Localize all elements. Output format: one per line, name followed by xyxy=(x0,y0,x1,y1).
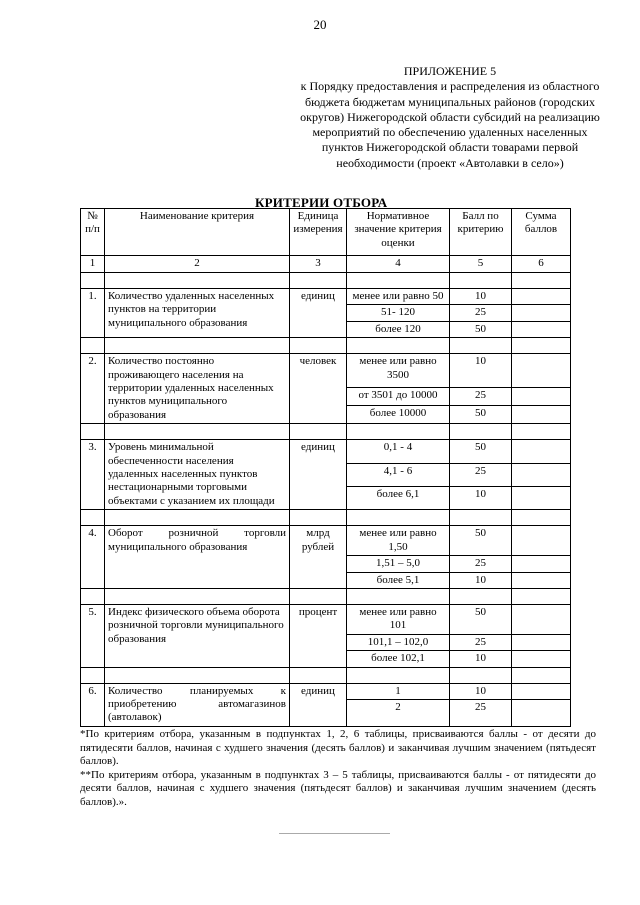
column-number: 4 xyxy=(347,256,450,273)
table-row xyxy=(81,440,571,463)
row-name: Уровень минимальной обеспеченности населения удаленных населенных пунктов нестационарными торговыми объектами с указанием их площади xyxy=(105,440,290,510)
score-value: 25 xyxy=(450,634,512,650)
score-value: 25 xyxy=(450,556,512,572)
spacer-row xyxy=(81,510,571,526)
sum-cell xyxy=(512,683,571,699)
score-value: 50 xyxy=(450,604,512,634)
norm-value: более 5,1 xyxy=(347,572,450,588)
norm-value: 1 xyxy=(347,683,450,699)
column-number: 5 xyxy=(450,256,512,273)
sum-cell xyxy=(512,699,571,726)
table-row xyxy=(81,604,571,634)
score-value: 10 xyxy=(450,486,512,509)
table-row xyxy=(81,683,571,699)
norm-value: более 6,1 xyxy=(347,486,450,509)
sum-cell xyxy=(512,651,571,667)
score-value: 10 xyxy=(450,683,512,699)
row-unit: единиц xyxy=(290,440,347,510)
norm-value: менее или равно 1,50 xyxy=(347,526,450,556)
footer-divider xyxy=(279,833,390,834)
header-norm: Нормативное значение критерия оценки xyxy=(347,209,450,256)
column-number-row xyxy=(81,256,571,273)
row-num: 4. xyxy=(81,526,105,589)
sum-cell xyxy=(512,572,571,588)
score-value: 25 xyxy=(450,387,512,405)
spacer-row xyxy=(81,338,571,354)
sum-cell xyxy=(512,463,571,486)
norm-value: 1,51 – 5,0 xyxy=(347,556,450,572)
score-value: 10 xyxy=(450,651,512,667)
sum-cell xyxy=(512,634,571,650)
sum-cell xyxy=(512,405,571,423)
header-num: № п/п xyxy=(81,209,105,256)
sum-cell xyxy=(512,321,571,337)
footnote: *По критериям отбора, указанным в подпунктах 1, 2, 6 таблицы, присваиваются баллы - от десяти до пятидесяти баллов, начиная с худшего значения (десять баллов) и заканчивая лучшим значением (пятьдесят баллов). xyxy=(80,728,596,768)
appendix-title: ПРИЛОЖЕНИЕ 5 xyxy=(403,64,497,78)
score-value: 50 xyxy=(450,405,512,423)
row-name: Количество планируемых к приобретению автомагазинов (автолавок) xyxy=(105,683,290,726)
row-name: Количество постоянно проживающего населения на территории удаленных населенных пунктов муниципального образования xyxy=(105,354,290,424)
spacer-row xyxy=(81,667,571,683)
sum-cell xyxy=(512,354,571,387)
norm-value: менее или равно 50 xyxy=(347,289,450,305)
row-num: 3. xyxy=(81,440,105,510)
page-number: 20 xyxy=(313,17,327,32)
spacer-row xyxy=(81,588,571,604)
score-value: 25 xyxy=(450,463,512,486)
row-unit: единиц xyxy=(290,289,347,338)
footnote: **По критериям отбора, указанным в подпунктах 3 – 5 таблицы, присваиваются баллы - от пятидесяти до десяти баллов, начиная с худшего значения (пятьдесят баллов) и заканчивая лучшим значением (десять баллов).». xyxy=(80,768,596,808)
score-value: 50 xyxy=(450,526,512,556)
row-unit: человек xyxy=(290,354,347,424)
table-row xyxy=(81,354,571,387)
score-value: 10 xyxy=(450,354,512,387)
norm-value: 2 xyxy=(347,699,450,726)
table-title: КРИТЕРИИ ОТБОРА xyxy=(255,195,388,210)
row-unit: млрд рублей xyxy=(290,526,347,589)
score-value: 50 xyxy=(450,440,512,463)
row-name: Оборот розничной торговли муниципального образования xyxy=(105,526,290,589)
column-number: 1 xyxy=(81,256,105,273)
table-row xyxy=(81,289,571,305)
sum-cell xyxy=(512,289,571,305)
header-unit: Единица измерения xyxy=(290,209,347,256)
sum-cell xyxy=(512,604,571,634)
row-num: 6. xyxy=(81,683,105,726)
score-value: 25 xyxy=(450,305,512,321)
appendix-text: к Порядку предоставления и распределения из областного бюджета бюджетам муниципальных районов (городских округов) Нижегородской области субсидий на реализацию мероприятий по обеспечению удаленных населенных пунктов Нижегородской области товарами первой необходимости (проект «Автолавки в село») xyxy=(300,79,600,170)
score-value: 10 xyxy=(450,572,512,588)
sum-cell xyxy=(512,526,571,556)
column-number: 6 xyxy=(512,256,571,273)
row-num: 2. xyxy=(81,354,105,424)
norm-value: от 3501 до 10000 xyxy=(347,387,450,405)
norm-value: менее или равно 3500 xyxy=(347,354,450,387)
norm-value: менее или равно 101 xyxy=(347,604,450,634)
row-unit: процент xyxy=(290,604,347,667)
norm-value: более 120 xyxy=(347,321,450,337)
table-row xyxy=(81,526,571,556)
column-number: 2 xyxy=(105,256,290,273)
appendix-header xyxy=(295,64,605,171)
score-value: 10 xyxy=(450,289,512,305)
norm-value: 4,1 - 6 xyxy=(347,463,450,486)
table-header-row xyxy=(81,209,571,256)
norm-value: 51- 120 xyxy=(347,305,450,321)
sum-cell xyxy=(512,387,571,405)
norm-value: 0,1 - 4 xyxy=(347,440,450,463)
norm-value: 101,1 – 102,0 xyxy=(347,634,450,650)
score-value: 50 xyxy=(450,321,512,337)
criteria-table xyxy=(80,208,571,727)
row-num: 5. xyxy=(81,604,105,667)
column-number: 3 xyxy=(290,256,347,273)
spacer-row xyxy=(81,273,571,289)
spacer-row xyxy=(81,424,571,440)
row-unit: единиц xyxy=(290,683,347,726)
norm-value: более 102,1 xyxy=(347,651,450,667)
row-name: Индекс физического объема оборота розничной торговли муниципального образования xyxy=(105,604,290,667)
sum-cell xyxy=(512,486,571,509)
row-name: Количество удаленных населенных пунктов на территории муниципального образования xyxy=(105,289,290,338)
row-num: 1. xyxy=(81,289,105,338)
sum-cell xyxy=(512,440,571,463)
header-name: Наименование критерия xyxy=(105,209,290,256)
sum-cell xyxy=(512,305,571,321)
header-sum: Сумма баллов xyxy=(512,209,571,256)
header-score: Балл по критерию xyxy=(450,209,512,256)
sum-cell xyxy=(512,556,571,572)
score-value: 25 xyxy=(450,699,512,726)
footnotes xyxy=(80,728,596,810)
norm-value: более 10000 xyxy=(347,405,450,423)
